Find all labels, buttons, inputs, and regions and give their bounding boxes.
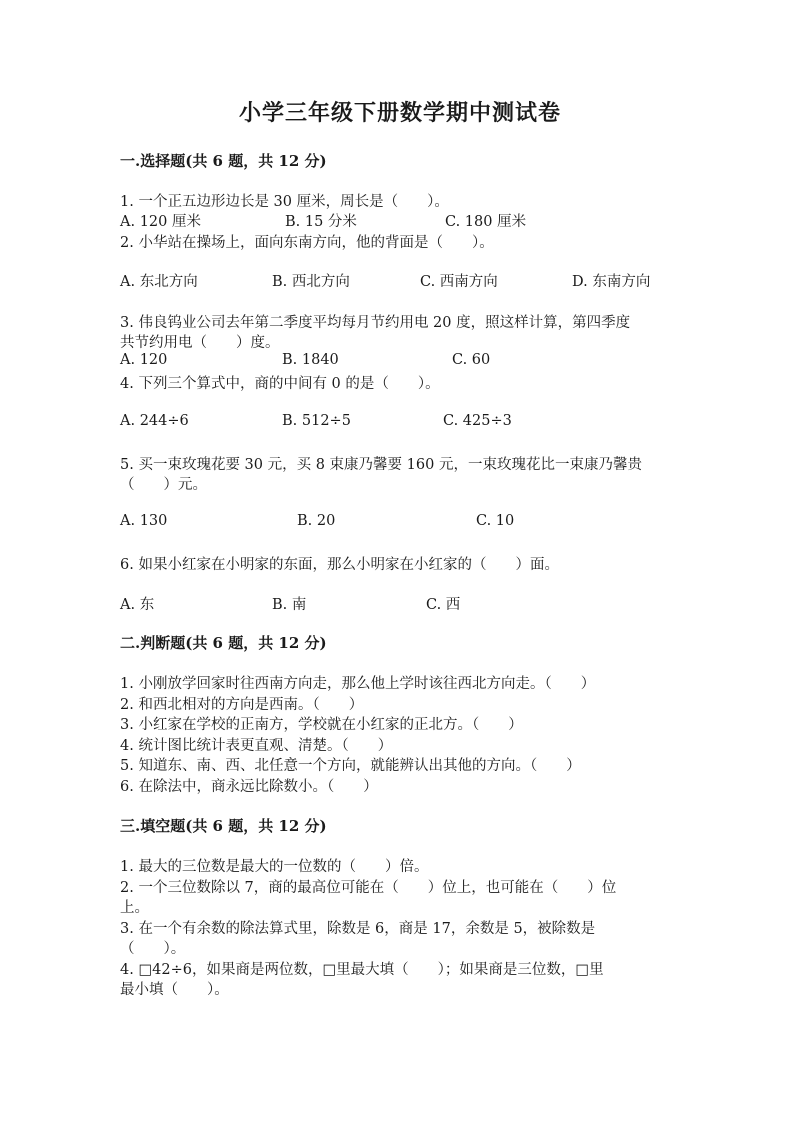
fill-q3-line2: （ ）。 <box>120 941 186 957</box>
choice-q3-option-a: A. 120 <box>120 352 168 368</box>
choice-q6: 6. 如果小红家在小明家的东面，那么小明家在小红家的（ ）面。 <box>120 557 559 573</box>
fill-q4-line2: 最小填（ ）。 <box>120 982 229 998</box>
choice-q5-line2: （ ）元。 <box>120 477 207 493</box>
choice-q4: 4. 下列三个算式中，商的中间有 0 的是（ ）。 <box>120 376 440 392</box>
choice-q1: 1. 一个正五边形边长是 30 厘米，周长是（ ）。 <box>120 194 449 210</box>
fill-q2-line2: 上。 <box>120 900 149 916</box>
choice-q2-option-a: A. 东北方向 <box>120 274 198 290</box>
choice-q5-option-b: B. 20 <box>297 513 336 529</box>
choice-q5-option-c: C. 10 <box>476 513 515 529</box>
choice-q5-line1: 5. 买一束玫瑰花要 30 元，买 8 束康乃馨要 160 元，一束玫瑰花比一束康乃馨贵 <box>120 457 642 473</box>
section-heading-fill: 三.填空题(共 6 题，共 12 分) <box>120 817 327 835</box>
judge-item: 3. 小红家在学校的正南方，学校就在小红家的正北方。（ ） <box>120 717 523 733</box>
judge-item: 5. 知道东、南、西、北任意一个方向，就能辨认出其他的方向。（ ） <box>120 758 581 774</box>
choice-q4-option-c: C. 425÷3 <box>443 413 512 429</box>
fill-q3-line1: 3. 在一个有余数的除法算式里，除数是 6，商是 17，余数是 5，被除数是 <box>120 921 596 937</box>
section-heading-choice: 一.选择题(共 6 题，共 12 分) <box>120 152 327 170</box>
choice-q4-option-b: B. 512÷5 <box>282 413 351 429</box>
fill-q1: 1. 最大的三位数是最大的一位数的（ ）倍。 <box>120 859 429 875</box>
choice-q4-option-a: A. 244÷6 <box>120 413 189 429</box>
choice-q3-option-c: C. 60 <box>452 352 491 368</box>
choice-q3-option-b: B. 1840 <box>282 352 339 368</box>
choice-q3-line1: 3. 伟良钨业公司去年第二季度平均每月节约用电 20 度，照这样计算，第四季度 <box>120 315 631 331</box>
judge-item: 6. 在除法中，商永远比除数小。（ ） <box>120 779 378 795</box>
choice-q1-option-a: A. 120 厘米 <box>120 214 201 230</box>
choice-q3-line2: 共节约用电（ ）度。 <box>120 335 280 351</box>
choice-q6-option-b: B. 南 <box>272 597 307 613</box>
choice-q2-option-d: D. 东南方向 <box>572 274 651 290</box>
judge-item: 4. 统计图比统计表更直观、清楚。（ ） <box>120 738 393 754</box>
choice-q2-option-c: C. 西南方向 <box>420 274 498 290</box>
judge-item: 2. 和西北相对的方向是西南。（ ） <box>120 697 364 713</box>
choice-q6-option-a: A. 东 <box>120 597 155 613</box>
page-title: 小学三年级下册数学期中测试卷 <box>238 100 561 126</box>
choice-q1-option-c: C. 180 厘米 <box>445 214 527 230</box>
section-heading-judge: 二.判断题(共 6 题，共 12 分) <box>120 634 327 652</box>
judge-item: 1. 小刚放学回家时往西南方向走，那么他上学时该往西北方向走。（ ） <box>120 676 596 692</box>
fill-q2-line1: 2. 一个三位数除以 7，商的最高位可能在（ ）位上，也可能在（ ）位 <box>120 880 617 896</box>
choice-q5-option-a: A. 130 <box>120 513 168 529</box>
choice-q1-option-b: B. 15 分米 <box>285 214 357 230</box>
choice-q2-option-b: B. 西北方向 <box>272 274 350 290</box>
choice-q6-option-c: C. 西 <box>426 597 461 613</box>
choice-q2: 2. 小华站在操场上，面向东南方向，他的背面是（ ）。 <box>120 235 494 251</box>
fill-q4-line1: 4. □42÷6，如果商是两位数，□里最大填（ ）；如果商是三位数，□里 <box>120 962 604 978</box>
